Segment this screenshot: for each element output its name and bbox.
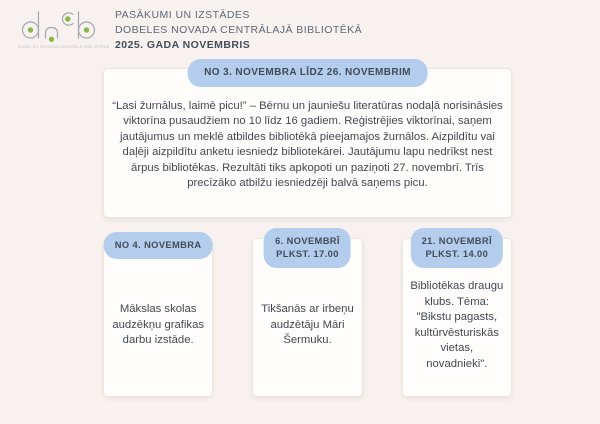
event-2-date-line2: PLKST. 17.00 <box>276 249 339 259</box>
event-3-date-line2: PLKST. 14.00 <box>425 249 489 259</box>
event-2-date-badge <box>264 228 351 268</box>
header-events-label: PASĀKUMI UN IZSTĀDES <box>115 9 250 21</box>
header-library-name: DOBELES NOVADA CENTRĀLAJĀ BIBLIOTĒKĀ <box>115 24 363 36</box>
event-1-date-badge <box>104 232 213 259</box>
event-card-row <box>103 235 512 397</box>
event-1-description: Mākslas skolas audzēkņu grafikas darbu izstāde. <box>112 303 205 347</box>
event-card-1 <box>103 238 213 397</box>
event-2-date-line1: 6. NOVEMBRĪ <box>275 235 340 246</box>
library-logo <box>18 8 110 49</box>
event-3-date-line1: 21. NOVEMBRĪ <box>421 235 493 246</box>
event-1-date-line1: NO 4. NOVEMBRA <box>114 239 202 250</box>
event-2-description: Tikšanās ar irbeņu audzētāju Māri Šermuku. <box>261 303 354 347</box>
page-header <box>115 8 362 53</box>
logo-subtext: DOBELES NOVADA CENTRĀLĀ BIBLIOTĒKA <box>18 44 110 49</box>
main-event-description: “Lasi žurnālus, laimē picu!” – Bērnu un jauniešu literatūras nodaļā norisināsies viktorīna pusaudžiem no 10 līdz 16 gadiem. Reģistrējies viktorīnai, saņem jautājumus un meklē atbildes bibliotēkā pieejamajos žurnālos. Aizpildītu vai daļēji aizpildītu anketu iesniedz bibliotekārei. Jautājumu lapu nedrīkst nest ārpus bibliotēkas. Rezultāti tiks apkopoti un paziņoti 27. novembrī. Trīs precīzāko atbilžu iesniedzēji balvā saņems picu. <box>112 100 503 190</box>
main-event-card <box>103 68 512 218</box>
event-3-date-badge <box>411 228 503 268</box>
event-3-description: Bibliotēkas draugu klubs. Tēma: "Bikstu pagasts, kultūrvēsturiskās vietas, novadnieki". <box>410 280 504 370</box>
event-card-2 <box>252 235 362 397</box>
logo-dncb-monogram-icon <box>21 11 99 43</box>
event-card-3 <box>402 235 512 397</box>
header-month-title: 2025. GADA NOVEMBRIS <box>115 39 251 51</box>
main-event-date-badge: NO 3. NOVEMBRA LĪDZ 26. NOVEMBRIM <box>187 59 428 87</box>
